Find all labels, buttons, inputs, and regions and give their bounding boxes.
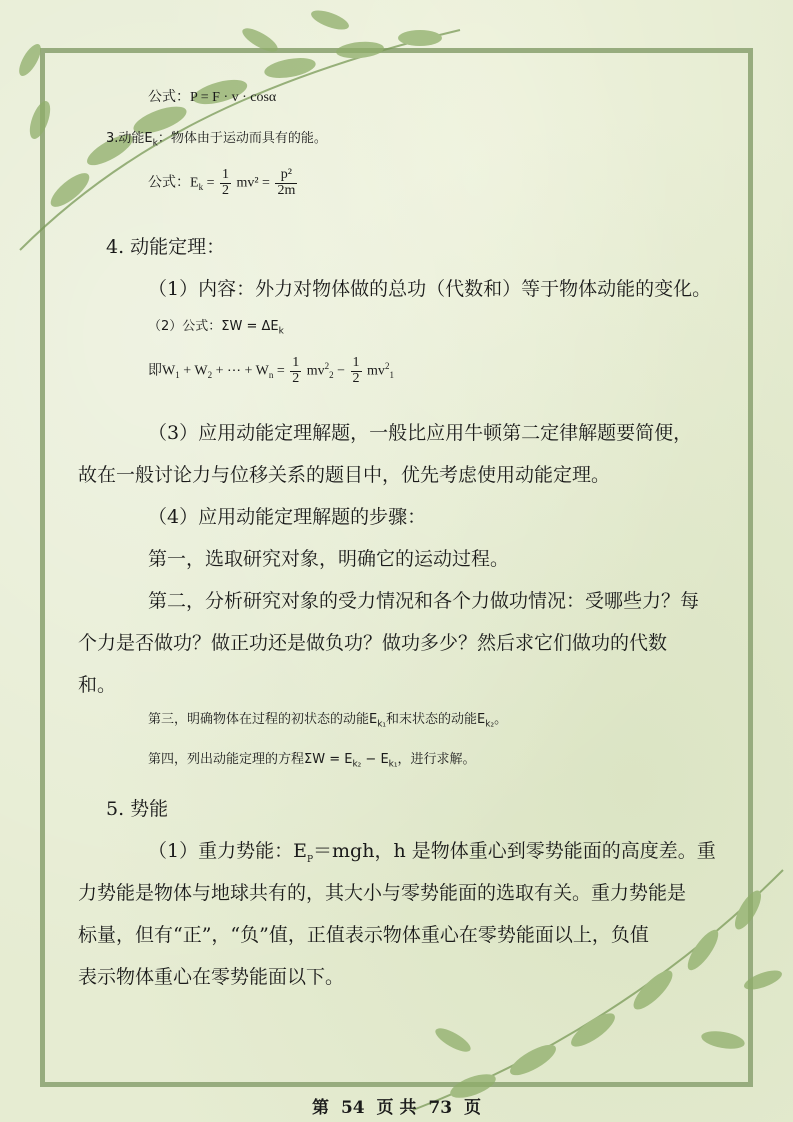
paragraph-line: （3）应用动能定理解题，一般比应用牛顿第二定律解题要简便， bbox=[148, 422, 693, 444]
paragraph-line: 力势能是物体与地球共有的，其大小与零势能面的选取有关。重力势能是 bbox=[78, 882, 687, 904]
paragraph-line: 和。 bbox=[78, 674, 117, 696]
page-footer bbox=[0, 1093, 793, 1118]
paragraph-line: 第一，选取研究对象，明确它的运动过程。 bbox=[148, 548, 510, 570]
current-page-number: 54 bbox=[340, 1098, 365, 1118]
theorem-formula: （2）公式：$\Sigma W = \Delta E_k$ bbox=[148, 319, 284, 337]
theorem-formula-expanded: 即$W_1 + W_2$ + ⋯ + $W_n$ = $\frac{1}{2}$ $mv^2_2$ − $\frac{1}{2}$ $mv^2_1$ bbox=[148, 355, 394, 386]
formula-power: 公式：P = F · v · cosα bbox=[148, 90, 277, 105]
total-page-count: 73 bbox=[428, 1098, 453, 1118]
footer-suffix: 页 bbox=[463, 1098, 481, 1118]
paragraph-line: 标量，但有“正”，“负”值，正值表示物体重心在零势能面以上，负值 bbox=[78, 924, 649, 946]
footer-mid: 页 共 bbox=[376, 1098, 417, 1118]
step-three: 第三，明确物体在过程的初状态的动能$E_{k_1}$和末状态的动能$E_{k_2}$。 bbox=[148, 712, 508, 730]
paragraph-line: 第二，分析研究对象的受力情况和各个力做功情况：受哪些力？每 bbox=[148, 590, 700, 612]
paragraph-line: 故在一般讨论力与位移关系的题目中，优先考虑使用动能定理。 bbox=[78, 464, 611, 486]
paragraph-line: 个力是否做功？做正功还是做负功？做功多少？然后求它们做功的代数 bbox=[78, 632, 668, 654]
section-heading-potential: 5. 势能 bbox=[106, 798, 169, 820]
formula-kinetic-energy: 公式：$E_k$ = $\frac{1}{2}$ mv² = $\frac{\text{p²}}{2m}$ bbox=[148, 167, 296, 198]
paragraph-line: （4）应用动能定理解题的步骤： bbox=[148, 506, 427, 528]
paragraph-line: 表示物体重心在零势能面以下。 bbox=[78, 966, 345, 988]
paragraph-line: （1）重力势能：$E_P=mgh$，h 是物体重心到零势能面的高度差。重 bbox=[148, 840, 716, 865]
section-heading-theorem: 4. 动能定理： bbox=[106, 236, 226, 258]
kinetic-energy-definition: 3.动能$E_k$：物体由于运动而具有的能。 bbox=[106, 131, 327, 149]
theorem-content: （1）内容：外力对物体做的总功（代数和）等于物体动能的变化。 bbox=[148, 278, 712, 300]
step-four: 第四，列出动能定理的方程$\Sigma W = E_{k_2} - E_{k_1}$，进行求解。 bbox=[148, 752, 476, 770]
footer-prefix: 第 bbox=[312, 1098, 330, 1118]
